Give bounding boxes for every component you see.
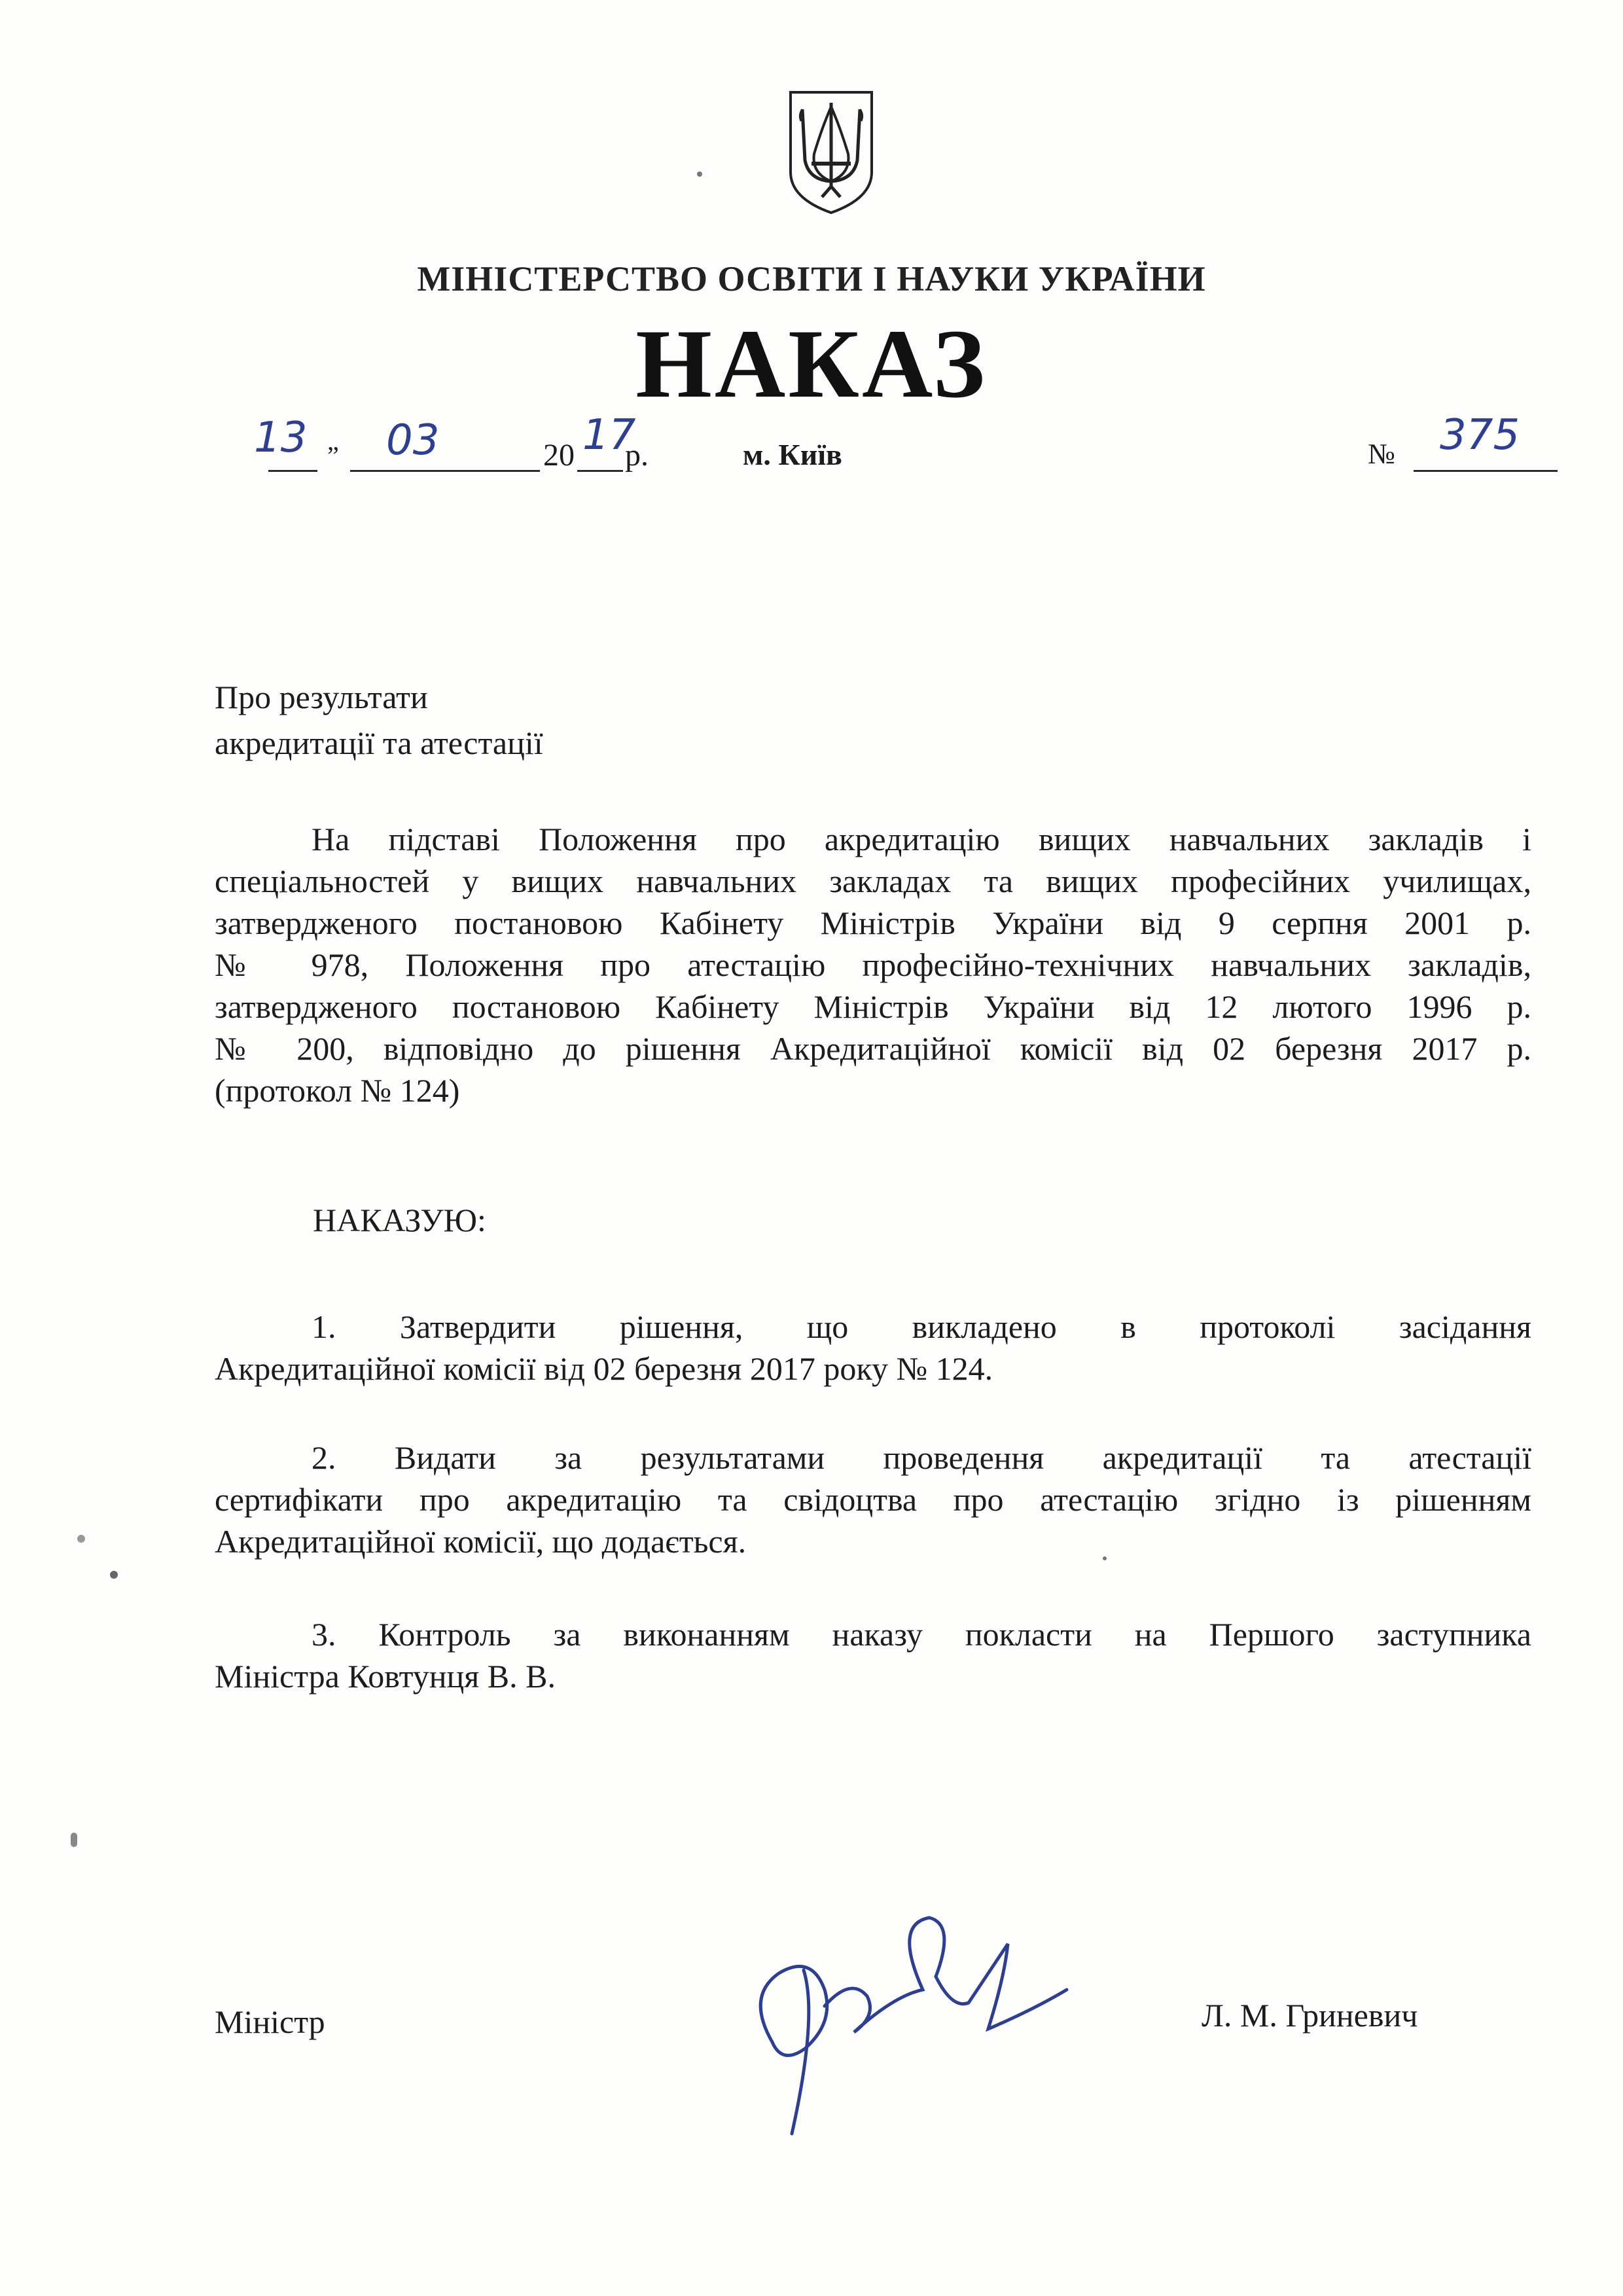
date-year-abbr: р. xyxy=(625,438,649,473)
trident-icon xyxy=(785,88,877,216)
date-year-suffix: 17 xyxy=(582,411,636,459)
date-month-underline xyxy=(350,470,540,472)
preamble-line: затвердженого постановою Кабінету Міністрів України від 12 лютого 1996 р. xyxy=(215,988,1531,1025)
scan-speck xyxy=(77,1535,85,1543)
order-number-underline xyxy=(1414,470,1558,472)
date-day: 13 xyxy=(254,414,308,462)
item-line: 2. Видати за результатами проведення акредитації та атестації xyxy=(312,1439,1531,1476)
preamble-line: (протокол № 124) xyxy=(215,1072,460,1109)
order-item-2 xyxy=(215,1437,1531,1562)
subject-line: Про результати xyxy=(215,679,428,715)
order-item-3 xyxy=(215,1613,1531,1697)
city: м. Київ xyxy=(743,438,842,471)
item-line: Акредитаційної комісії від 02 березня 2017 року № 124. xyxy=(215,1350,993,1387)
item-line: 3. Контроль за виконанням наказу покласти на Першого заступника xyxy=(312,1616,1531,1653)
date-year-underline xyxy=(577,470,623,472)
document-type: НАКАЗ xyxy=(635,310,988,418)
preamble-line: № 978, Положення про атестацію професійно-технічних навчальних закладів, xyxy=(215,946,1531,983)
item-line: Акредитаційної комісії, що додається. xyxy=(215,1523,747,1560)
date-day-underline xyxy=(268,470,317,472)
item-line: сертифікати про акредитацію та свідоцтва про атестацію згідно із рішенням xyxy=(215,1481,1531,1518)
item-line: 1. Затвердити рішення, що викладено в протоколі засідання xyxy=(312,1308,1531,1345)
preamble-line: затвердженого постановою Кабінету Міністрів України від 9 серпня 2001 р. xyxy=(215,905,1531,941)
scan-speck xyxy=(110,1571,118,1579)
scan-speck xyxy=(71,1833,77,1847)
preamble-line: № 200, відповідно до рішення Акредитаційної комісії від 02 березня 2017 р. xyxy=(215,1030,1531,1067)
signer-name: Л. М. Гриневич xyxy=(1202,1997,1418,2034)
date-year-prefix: 20 xyxy=(543,438,575,473)
item-line: Міністра Ковтунця В. В. xyxy=(215,1658,556,1695)
number-label: № xyxy=(1368,438,1395,470)
subject-line: акредитації та атестації xyxy=(215,725,543,761)
order-number: 375 xyxy=(1440,411,1520,459)
date-month: 03 xyxy=(386,416,440,465)
preamble-line: спеціальностей у вищих навчальних закладах та вищих професійних училищах, xyxy=(215,863,1531,899)
preamble-line: На підставі Положення про акредитацію вищих навчальних закладів і xyxy=(312,821,1531,857)
ministry-title: МІНІСТЕРСТВО ОСВІТИ І НАУКИ УКРАЇНИ xyxy=(417,259,1206,298)
preamble xyxy=(215,818,1531,1111)
order-heading: НАКАЗУЮ: xyxy=(313,1202,486,1238)
order-subject xyxy=(215,674,543,766)
signer-position: Міністр xyxy=(215,2003,325,2040)
scan-speck xyxy=(697,171,702,177)
order-item-1 xyxy=(215,1306,1531,1390)
handwritten-signature xyxy=(726,1898,1093,2173)
date-quote: „ xyxy=(327,426,339,456)
